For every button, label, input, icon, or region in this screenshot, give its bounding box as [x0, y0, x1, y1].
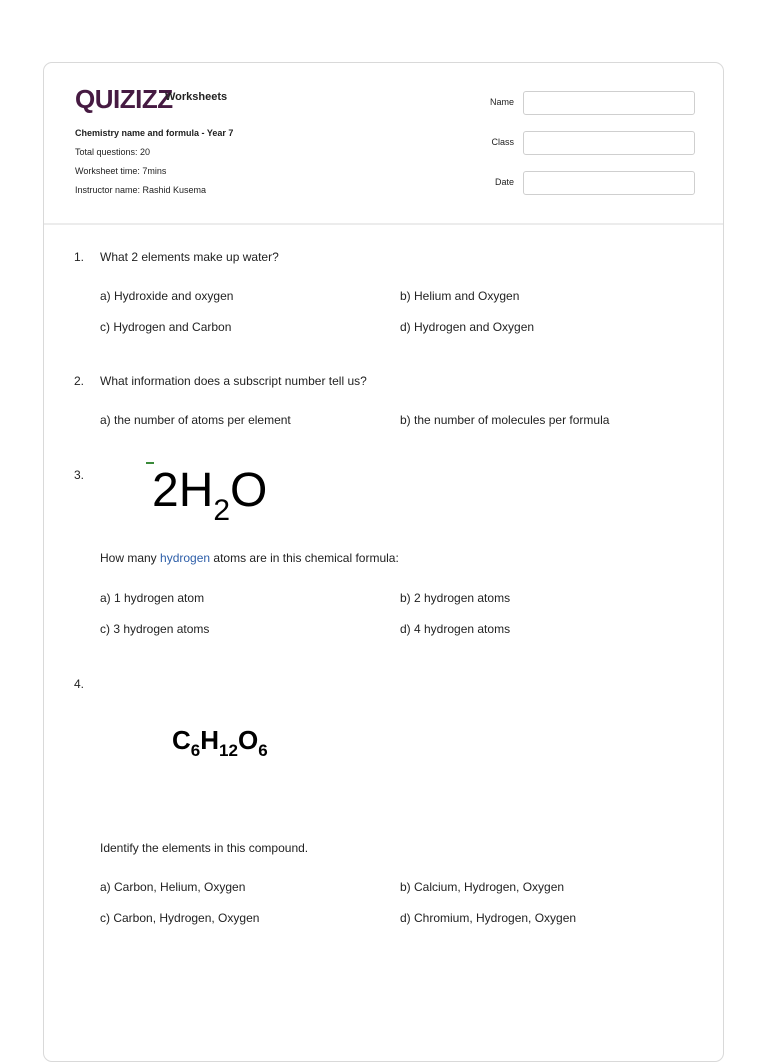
- formula-part: O: [230, 464, 268, 517]
- formula-part: O: [237, 725, 259, 755]
- formula-subscript: 6: [258, 741, 268, 760]
- formula-part: H: [200, 725, 220, 755]
- logo-subtitle: Worksheets: [165, 91, 228, 103]
- class-label: Class: [491, 137, 514, 147]
- worksheet-title: Chemistry name and formula - Year 7: [75, 128, 234, 138]
- answer-option: b) Helium and Oxygen: [400, 289, 520, 303]
- formula-part: 2H: [152, 464, 214, 517]
- question-text-part: How many: [100, 551, 161, 565]
- question-text: [100, 551, 399, 565]
- answer-option: d) Hydrogen and Oxygen: [400, 320, 535, 334]
- total-questions: Total questions: 20: [75, 147, 151, 157]
- question-number: 1.: [74, 250, 85, 264]
- answer-option: a) the number of atoms per element: [100, 413, 291, 427]
- answer-option: b) Calcium, Hydrogen, Oxygen: [400, 880, 565, 894]
- question-text-part: atoms are in this chemical formula:: [210, 551, 399, 565]
- question-number: 3.: [74, 468, 85, 482]
- question-text: What 2 elements make up water?: [100, 250, 279, 264]
- answer-option: b) 2 hydrogen atoms: [400, 591, 511, 605]
- class-field[interactable]: [523, 131, 695, 155]
- answer-option: a) 1 hydrogen atom: [100, 591, 205, 605]
- instructor-name: Instructor name: Rashid Kusema: [75, 185, 207, 195]
- formula-part: C: [172, 725, 191, 755]
- question-text: What information does a subscript number tell us?: [100, 374, 367, 388]
- answer-option: d) 4 hydrogen atoms: [400, 622, 511, 636]
- worksheet-header: [44, 63, 723, 225]
- formula-glucose-image: [172, 723, 268, 768]
- worksheet-time: Worksheet time: 7mins: [75, 166, 167, 176]
- answer-option: c) 3 hydrogen atoms: [100, 622, 210, 636]
- answer-option: a) Hydroxide and oxygen: [100, 289, 234, 303]
- formula-subscript: 12: [219, 741, 238, 760]
- answer-option: c) Hydrogen and Carbon: [100, 320, 232, 334]
- answer-option: b) the number of molecules per formula: [400, 413, 610, 427]
- question-number: 4.: [74, 677, 85, 691]
- name-label: Name: [489, 97, 514, 107]
- answer-option: c) Carbon, Hydrogen, Oxygen: [100, 911, 260, 925]
- date-label: Date: [494, 177, 514, 187]
- formula-subscript: 2: [213, 494, 231, 527]
- answer-option: d) Chromium, Hydrogen, Oxygen: [400, 911, 577, 925]
- highlighted-word: hydrogen: [160, 551, 211, 565]
- answer-option: a) Carbon, Helium, Oxygen: [100, 880, 246, 894]
- question-number: 2.: [74, 374, 85, 388]
- date-field[interactable]: [523, 171, 695, 195]
- question-text: Identify the elements in this compound.: [100, 841, 309, 855]
- name-field[interactable]: [523, 91, 695, 115]
- formula-subscript: 6: [190, 741, 201, 760]
- formula-water-image: [152, 463, 267, 539]
- quizizz-logo: QUIZIZZ: [75, 84, 173, 114]
